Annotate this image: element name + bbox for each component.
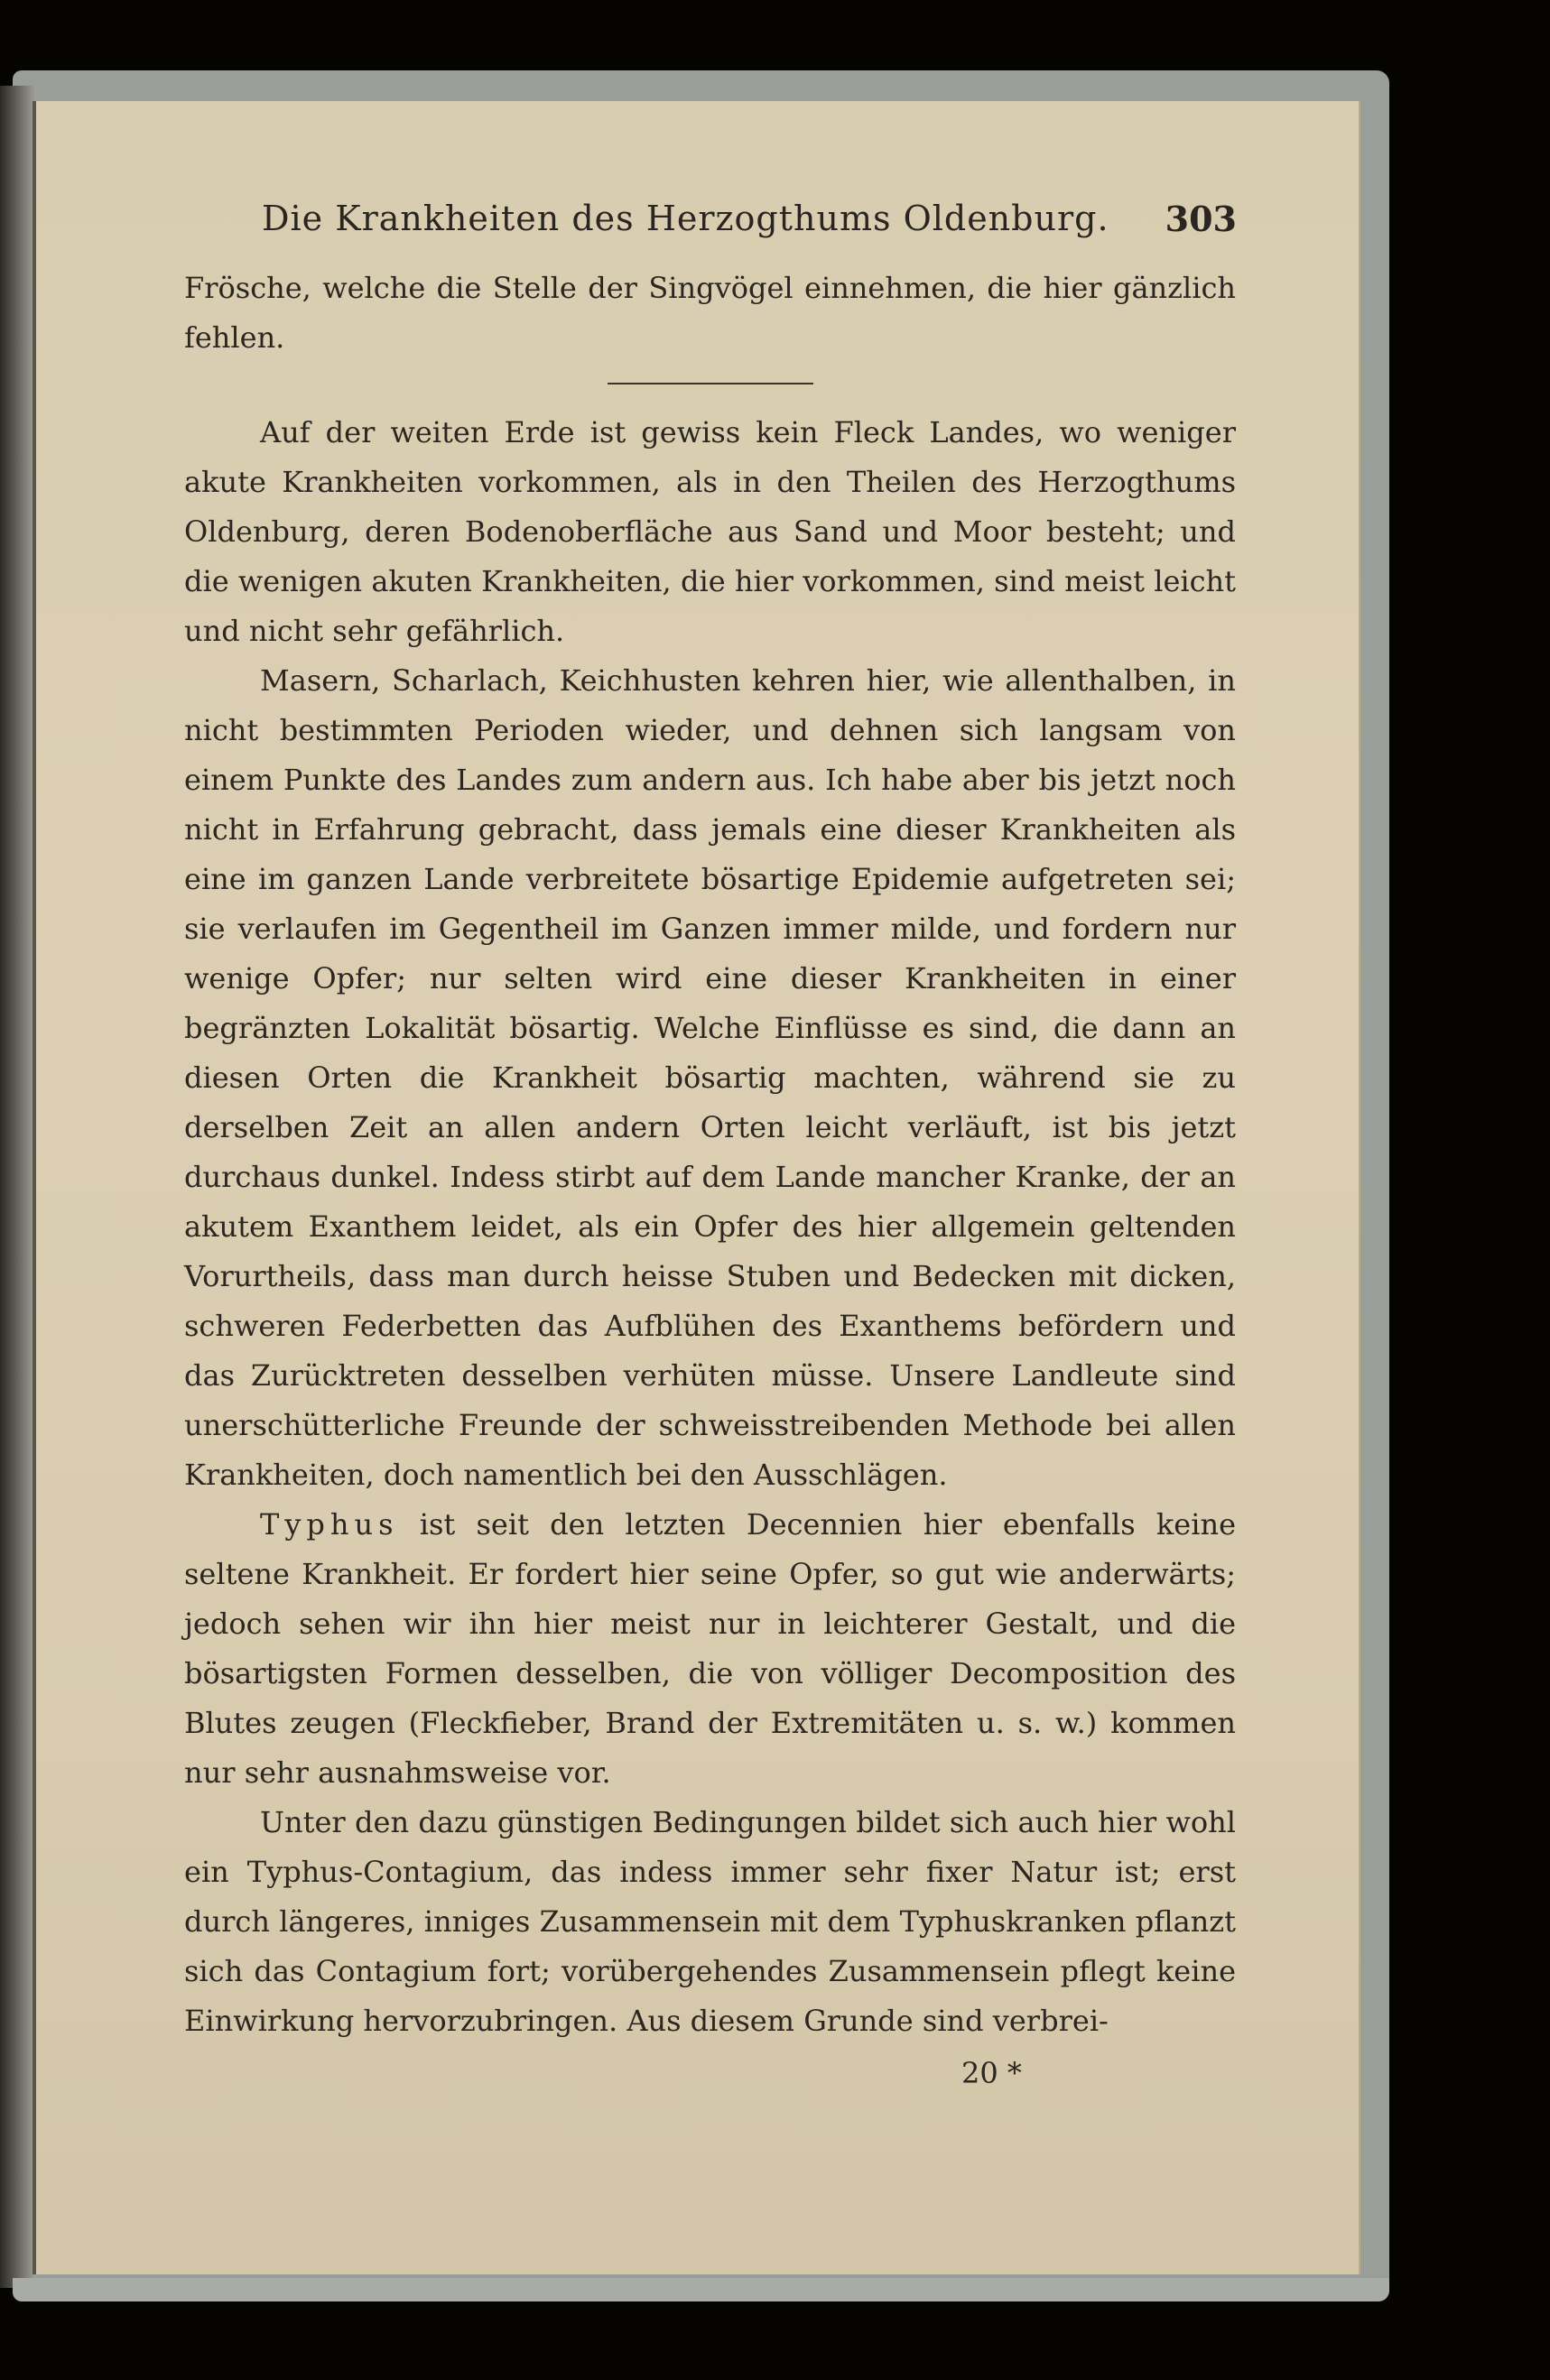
page-number: 303: [1165, 199, 1237, 239]
page-body: [184, 264, 1236, 2046]
typhus-term: Typhus: [260, 1507, 399, 1542]
signature-mark: 20 *: [961, 2056, 1022, 2090]
book-cover-bottom: [13, 2278, 1389, 2301]
paragraph-acute-diseases: Auf der weiten Erde ist gewiss kein Fleck Landes, wo weniger akute Krankheiten vorkommen, als in den Theilen des Herzogthums Oldenburg, deren Bodenoberfläche aus Sand und Moor besteht; und die wenigen akuten Krankheiten, die hier vorkommen, sind meist leicht und nicht sehr gefährlich.: [184, 415, 1236, 648]
running-head: Die Krankheiten des Herzogthums Oldenburg.: [262, 199, 1109, 238]
typhus-text: ist seit den letzten Decennien hier ebenfalls keine seltene Krankheit. Er fordert hier seine Opfer, so gut wie anderwärts; jedoch sehen wir ihn hier meist nur in leichterer Gestalt, und die bösartigsten Formen desselben, die von völliger Decomposition des Blutes zeugen (Fleckfieber, Brand der Extremitäten u. s. w.) kommen nur sehr ausnahmsweise vor.: [184, 1507, 1236, 1790]
book-spine-edge: [0, 86, 36, 2288]
section-rule: [608, 383, 813, 384]
paragraph-measles: Masern, Scharlach, Keichhusten kehren hier, wie allenthalben, in nicht bestimmten Perioden wieder, und dehnen sich langsam von einem Punkte des Landes zum andern aus. Ich habe aber bis jetzt noch nicht in Erfahrung gebracht, dass jemals eine dieser Krankheiten als eine im ganzen Lande verbreitete bösartige Epidemie aufgetreten sei; sie verlaufen im Gegentheil im Ganzen immer milde, und fordern nur wenige Opfer; nur selten wird eine dieser Krankheiten in einer begränzten Lokalität bösartig. Welche Einflüsse es sind, die dann an diesen Orten die Krankheit bösartig machten, während sie zu derselben Zeit an allen andern Orten leicht verläuft, ist bis jetzt durchaus dunkel. Indess stirbt auf dem Lande mancher Kranke, der an akutem Exanthem leidet, als ein Opfer des hier allgemein geltenden Vorurtheils, dass man durch heisse Stuben und Bedecken mit dicken, schweren Federbetten das Aufblühen des Exanthems befördern und das Zurücktreten desselben verhüten müsse. Unsere Landleute sind unerschütterliche Freunde der schweisstreibenden Methode bei allen Krankheiten, doch namentlich bei den Ausschlägen.: [184, 663, 1236, 1492]
paragraph-continued: Frösche, welche die Stelle der Singvögel einnehmen, die hier gänzlich fehlen.: [184, 271, 1236, 355]
page-gutter: [32, 101, 36, 2274]
paragraph-typhus: [184, 1500, 1236, 1798]
paragraph-contagium: Unter den dazu günstigen Bedingungen bildet sich auch hier wohl ein Typhus-Contagium, das indess immer sehr fixer Natur ist; erst durch längeres, inniges Zusammensein mit dem Typhuskranken pflanzt sich das Contagium fort; vorübergehendes Zusammensein pflegt keine Einwirkung hervorzubringen. Aus diesem Grunde sind verbrei-: [184, 1805, 1236, 2038]
page-header: [262, 199, 1237, 249]
